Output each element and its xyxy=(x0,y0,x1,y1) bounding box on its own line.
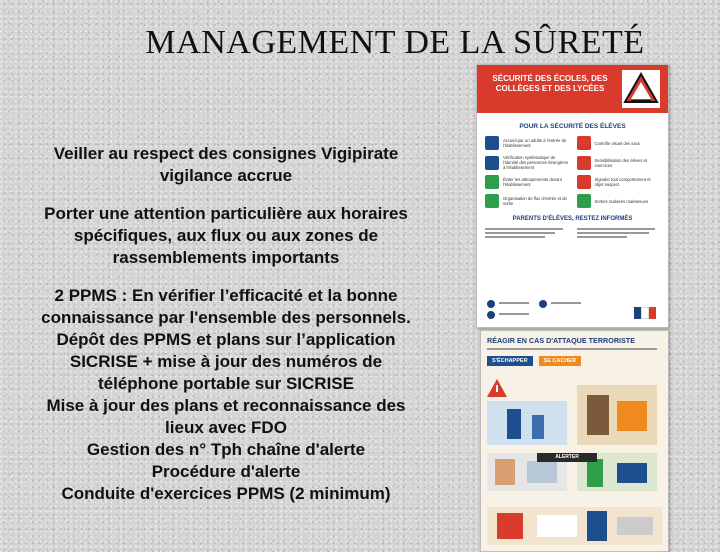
poster-attaque-terroriste xyxy=(480,330,669,552)
measure-item: Sorties scolaires maintenues xyxy=(577,194,661,208)
paragraph-chaine-alerte: Gestion des n° Tph chaîne d'alerte xyxy=(86,440,366,459)
measure-item: Signaler tout comportement et objet suspect xyxy=(577,175,661,189)
escape-label: S'ÉCHAPPER xyxy=(487,356,533,366)
paragraph-vigipirate: Veiller au respect des consignes Vigipirate vigilance accrue xyxy=(53,144,399,185)
info-block xyxy=(485,226,569,242)
paragraph-attention: Porter une attention particulière aux horaires spécifiques, aux flux ou aux zones de rassemblements importants xyxy=(44,204,408,267)
alert-label: ALERTER xyxy=(537,453,597,462)
poster-header-title: SÉCURITÉ DES ÉCOLES, DES COLLÈGES ET DES LYCÉES xyxy=(492,74,608,93)
vigipirate-logo xyxy=(622,70,660,108)
hide-label: SE CACHER xyxy=(539,356,581,366)
paragraph-plans: Mise à jour des plans et reconnaissance des lieux avec FDO xyxy=(46,396,406,437)
paragraph-sicrise: Dépôt des PPMS et plans sur l’application SICRISE + mise à jour des numéros de téléphone portable sur SICRISE xyxy=(56,330,396,393)
id-card-icon xyxy=(485,156,499,170)
slide-body xyxy=(36,143,416,505)
poster-attaque-title: RÉAGIR EN CAS D'ATTAQUE TERRORISTE xyxy=(487,336,635,345)
crowd-icon xyxy=(485,175,499,189)
people-icon xyxy=(485,136,499,150)
paragraph-exercices: Conduite d'exercices PPMS (2 minimum) xyxy=(61,484,391,503)
french-flag-icon xyxy=(634,307,656,319)
parents-info xyxy=(485,226,660,242)
bag-icon xyxy=(577,136,591,150)
measure-item: Organisation de flux d'entrée et de sortie xyxy=(485,194,569,208)
paragraph-ppms: 2 PPMS : En vérifier l’efficacité et la bonne connaissance par l'ensemble des personnels. xyxy=(41,286,411,327)
measure-item: Sensibilisation des élèves et exercices xyxy=(577,155,661,170)
tree-icon xyxy=(485,194,499,208)
bus-icon xyxy=(577,194,591,208)
paragraph-procedure: Procédure d'alerte xyxy=(151,462,301,481)
action-tabs xyxy=(487,356,662,366)
forbidden-icon xyxy=(577,156,591,170)
info-block xyxy=(577,226,661,242)
footer-links xyxy=(485,298,605,321)
measure-item: Vérification systématique de l'identité des personnes étrangères à l'établissement xyxy=(485,155,569,170)
measure-item: Contrôle visuel des sacs xyxy=(577,136,661,150)
measures-grid xyxy=(485,136,660,208)
poster-attaque-subtitle xyxy=(487,347,662,352)
slide-title: MANAGEMENT DE LA SÛRETÉ xyxy=(145,24,645,61)
section-parents-title: PARENTS D'ÉLÈVES, RESTEZ INFORMÉS xyxy=(512,216,633,222)
poster-header xyxy=(477,65,668,113)
eye-icon xyxy=(577,175,591,189)
section-eleves-title: POUR LA SÉCURITÉ DES ÉLÈVES xyxy=(519,123,626,130)
poster-securite-ecoles xyxy=(476,64,669,328)
measure-item: Accueil par un adulte à l'entrée de l'établissement xyxy=(485,136,569,150)
measure-item: Éviter les attroupements devant l'établissement xyxy=(485,175,569,189)
